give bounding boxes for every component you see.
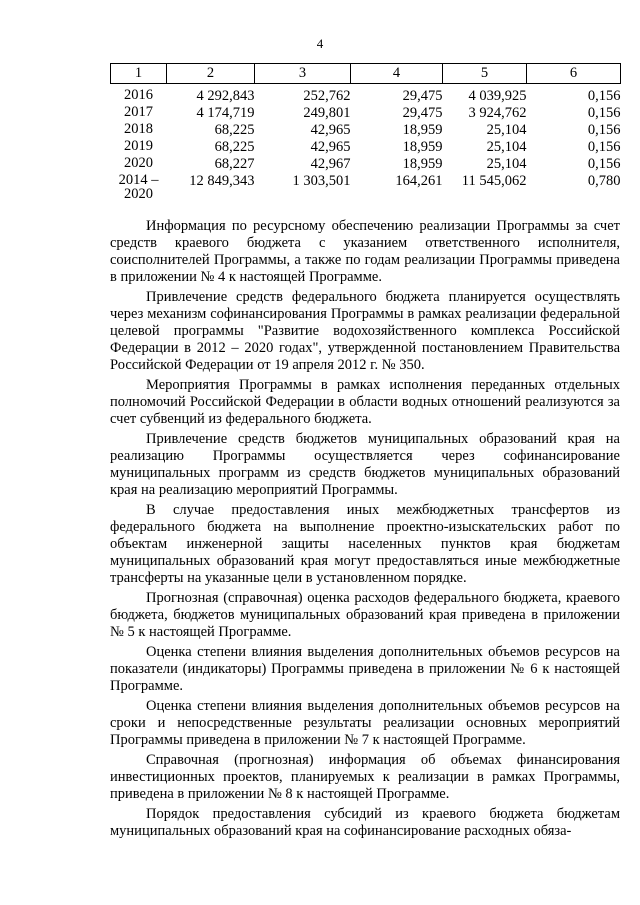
paragraph: Оценка степени влияния выделения дополнительных объемов ресурсов на сроки и непосредственные результаты реализации основных мероприятий Программы приведена в приложении № 7 к настоящей Программе.: [110, 698, 620, 748]
table-cell: 25,104: [486, 139, 527, 155]
column-header: 4: [351, 64, 443, 84]
column-header: 1: [111, 64, 167, 84]
table-cell-total: 1 303,501: [292, 173, 351, 189]
paragraph: Прогнозная (справочная) оценка расходов федерального бюджета, краевого бюджета, бюджетов муниципальных образований края приведена в приложении № 5 к настоящей Программе.: [110, 590, 620, 640]
table-cell: 249,801: [303, 105, 351, 121]
table-cell: 68,225: [214, 122, 255, 138]
paragraph: Привлечение средств бюджетов муниципальных образований края на реализацию Программы осуществляется через софинансирование муниципальных программ из средств бюджетов муниципальных образований края на реализацию мероприятий Программы.: [110, 431, 620, 498]
page-number: 4: [316, 36, 324, 51]
table-cell-year: 2020: [124, 155, 153, 171]
table-row: [111, 139, 621, 156]
table-row: [111, 156, 621, 173]
table-cell-total: 164,261: [395, 173, 443, 189]
column-header: 3: [255, 64, 351, 84]
year-range-start: 2014 –: [118, 172, 159, 188]
column-header: 6: [527, 64, 621, 84]
table-cell: 42,965: [310, 122, 351, 138]
year-range-end: 2020: [124, 186, 153, 202]
paragraph: В случае предоставления иных межбюджетных трансфертов из федерального бюджета на выполнение проектно-изыскательских работ по объектам инженерной защиты населенных пунктов края бюджетам муниципальных образований края могут предоставляться иные межбюджетные трансферты на указанные цели в установленном порядке.: [110, 502, 620, 586]
table-cell: 0,156: [587, 139, 621, 155]
table-cell: 0,156: [587, 88, 621, 104]
table-cell-total: 12 849,343: [189, 173, 255, 189]
paragraph: Оценка степени влияния выделения дополнительных объемов ресурсов на показатели (индикаторы) Программы приведена в приложении № 6 к настоящей Программе.: [110, 644, 620, 694]
paragraph: Справочная (прогнозная) информация об объемах финансирования инвестиционных проектов, планируемых к реализации в рамках Программы, приведена в приложении № 8 к настоящей Программе.: [110, 752, 620, 802]
table-cell: 0,156: [587, 122, 621, 138]
table-cell-year: 2019: [124, 138, 153, 154]
table-cell: 25,104: [486, 156, 527, 172]
table-cell: 3 924,762: [468, 105, 527, 121]
table-cell-year: 2018: [124, 121, 153, 137]
table-total-row: [111, 173, 621, 201]
table-cell-year-range: [111, 173, 167, 201]
table-cell: 18,959: [402, 156, 443, 172]
paragraph: Мероприятия Программы в рамках исполнения переданных отдельных полномочий Российской Федерации в области водных отношений реализуются за счет субвенций из федерального бюджета.: [110, 377, 620, 427]
table-cell: 68,225: [214, 139, 255, 155]
body-text: [110, 218, 620, 843]
table-cell-year: 2016: [124, 87, 153, 103]
table-cell: 4 174,719: [196, 105, 255, 121]
table-cell: 29,475: [402, 105, 443, 121]
table-cell-total: 0,780: [587, 173, 621, 189]
table-cell: 25,104: [486, 122, 527, 138]
table-cell: 0,156: [587, 105, 621, 121]
table-cell: 68,227: [214, 156, 255, 172]
table-cell-year: 2017: [124, 104, 153, 120]
table-cell: 4 039,925: [468, 88, 527, 104]
table-cell: 18,959: [402, 139, 443, 155]
paragraph: Порядок предоставления субсидий из краевого бюджета бюджетам муниципальных образований края на софинансирование расходных обяза-: [110, 806, 620, 839]
table-cell: 42,965: [310, 139, 351, 155]
table-header-row: [111, 64, 621, 84]
paragraph: Информация по ресурсному обеспечению реализации Программы за счет средств краевого бюджета с указанием ответственного исполнителя, соисполнителей Программы, а также по годам реализации Программы приведена в приложении № 4 к настоящей Программе.: [110, 218, 620, 285]
table-row: [111, 105, 621, 122]
table-cell: 0,156: [587, 156, 621, 172]
table-cell: 18,959: [402, 122, 443, 138]
table-cell: 42,967: [310, 156, 351, 172]
table-cell-total: 11 545,062: [461, 173, 527, 189]
table-cell: 29,475: [402, 88, 443, 104]
paragraph: Привлечение средств федерального бюджета планируется осуществлять через механизм софинансирования Программы в рамках реализации федеральной целевой программы "Развитие водохозяйственного комплекса Российской Федерации в 2012 – 2020 годах", утвержденной постановлением Правительства Российской Федерации от 19 апреля 2012 г. № 350.: [110, 289, 620, 373]
column-header: 2: [167, 64, 255, 84]
table-row: [111, 88, 621, 105]
column-header: 5: [443, 64, 527, 84]
table-cell: 252,762: [303, 88, 351, 104]
table-cell: 4 292,843: [196, 88, 255, 104]
funding-table: [110, 63, 621, 201]
table-row: [111, 122, 621, 139]
